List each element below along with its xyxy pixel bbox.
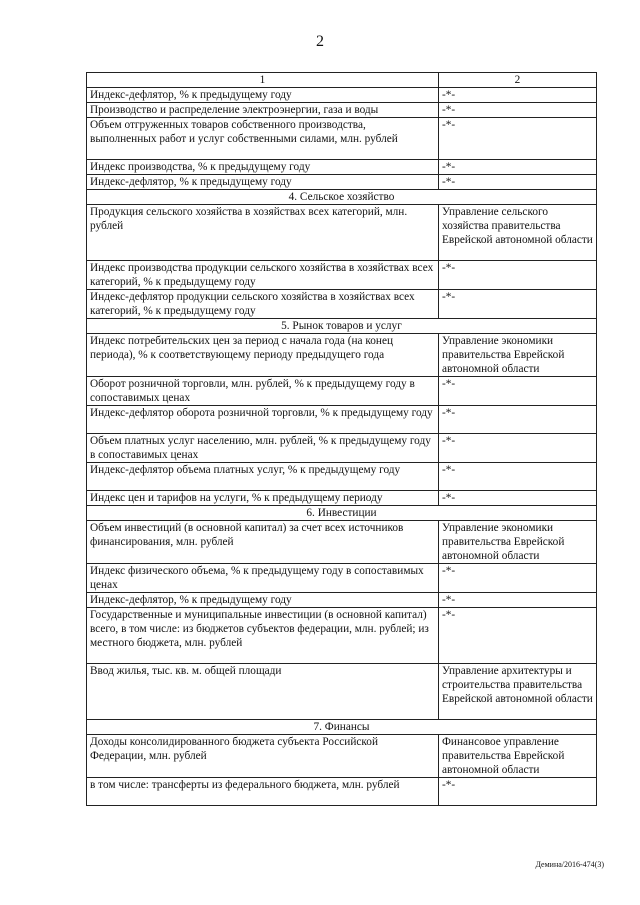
table-body xyxy=(87,88,597,806)
indicator-cell: Доходы консолидированного бюджета субъекта Российской Федерации, млн. рублей xyxy=(87,735,439,778)
responsible-cell: -*- xyxy=(439,261,597,290)
table-row xyxy=(87,491,597,506)
indicator-cell: Ввод жилья, тыс. кв. м. общей площади xyxy=(87,664,439,720)
table-row xyxy=(87,735,597,778)
table-header-row xyxy=(87,73,597,88)
table-row xyxy=(87,463,597,491)
responsible-cell: -*- xyxy=(439,377,597,406)
table-row xyxy=(87,434,597,463)
responsible-cell: -*- xyxy=(439,434,597,463)
table-row xyxy=(87,261,597,290)
table-row xyxy=(87,608,597,664)
table-row xyxy=(87,377,597,406)
indicators-table xyxy=(86,72,597,806)
responsible-cell: -*- xyxy=(439,175,597,190)
indicator-cell: Производство и распределение электроэнергии, газа и воды xyxy=(87,103,439,118)
table-row xyxy=(87,406,597,434)
indicator-cell: в том числе: трансферты из федерального бюджета, млн. рублей xyxy=(87,778,439,806)
indicator-cell: Индекс производства продукции сельского хозяйства в хозяйствах всех категорий, % к предыдущему году xyxy=(87,261,439,290)
indicator-cell: Индекс производства, % к предыдущему году xyxy=(87,160,439,175)
page-number: 2 xyxy=(316,33,324,50)
indicator-cell: Индекс-дефлятор, % к предыдущему году xyxy=(87,593,439,608)
indicator-cell: Государственные и муниципальные инвестиции (в основной капитал) всего, в том числе: из бюджетов субъектов федерации, млн. рублей; из местного бюджета, млн. рублей xyxy=(87,608,439,664)
table-row xyxy=(87,521,597,564)
indicator-cell: Индекс физического объема, % к предыдущему году в сопоставимых ценах xyxy=(87,564,439,593)
responsible-cell: -*- xyxy=(439,608,597,664)
responsible-cell: Управление сельского хозяйства правительства Еврейской автономной области xyxy=(439,205,597,261)
section-heading-row xyxy=(87,319,597,334)
responsible-cell: Управление архитектуры и строительства правительства Еврейской автономной области xyxy=(439,664,597,720)
indicator-cell: Индекс потребительских цен за период с начала года (на конец периода), % к соответствующему периоду предыдущего года xyxy=(87,334,439,377)
section-heading-row xyxy=(87,506,597,521)
table-row xyxy=(87,118,597,160)
column-2-header: 2 xyxy=(439,73,597,88)
indicator-cell: Индекс-дефлятор, % к предыдущему году xyxy=(87,88,439,103)
indicator-cell: Продукция сельского хозяйства в хозяйствах всех категорий, млн. рублей xyxy=(87,205,439,261)
document-reference: Демина/2016-474(3) xyxy=(535,860,604,869)
responsible-cell: -*- xyxy=(439,406,597,434)
indicator-cell: Оборот розничной торговли, млн. рублей, % к предыдущему году в сопоставимых ценах xyxy=(87,377,439,406)
responsible-cell: -*- xyxy=(439,88,597,103)
responsible-cell: -*- xyxy=(439,118,597,160)
indicator-cell: Объем отгруженных товаров собственного производства, выполненных работ и услуг собственными силами, млн. рублей xyxy=(87,118,439,160)
responsible-cell: Управление экономики правительства Еврейской автономной области xyxy=(439,334,597,377)
indicator-cell: Индекс цен и тарифов на услуги, % к предыдущему периоду xyxy=(87,491,439,506)
indicator-cell: Индекс-дефлятор оборота розничной торговли, % к предыдущему году xyxy=(87,406,439,434)
table-row xyxy=(87,205,597,261)
table-row xyxy=(87,778,597,806)
table-row xyxy=(87,160,597,175)
indicator-cell: Объем платных услуг населению, млн. рублей, % к предыдущему году в сопоставимых ценах xyxy=(87,434,439,463)
table-row xyxy=(87,334,597,377)
section-heading-row xyxy=(87,190,597,205)
table-row xyxy=(87,175,597,190)
responsible-cell: -*- xyxy=(439,103,597,118)
indicator-cell: Индекс-дефлятор, % к предыдущему году xyxy=(87,175,439,190)
section-title: 6. Инвестиции xyxy=(87,506,597,521)
table-row xyxy=(87,88,597,103)
section-title: 4. Сельское хозяйство xyxy=(87,190,597,205)
responsible-cell: -*- xyxy=(439,290,597,319)
responsible-cell: -*- xyxy=(439,778,597,806)
responsible-cell: -*- xyxy=(439,463,597,491)
indicator-cell: Индекс-дефлятор продукции сельского хозяйства в хозяйствах всех категорий, % к предыдущему году xyxy=(87,290,439,319)
table-row xyxy=(87,564,597,593)
responsible-cell: Финансовое управление правительства Еврейской автономной области xyxy=(439,735,597,778)
table-row xyxy=(87,290,597,319)
responsible-cell: -*- xyxy=(439,564,597,593)
section-title: 7. Финансы xyxy=(87,720,597,735)
section-heading-row xyxy=(87,720,597,735)
table-row xyxy=(87,593,597,608)
indicator-cell: Объем инвестиций (в основной капитал) за счет всех источников финансирования, млн. рублей xyxy=(87,521,439,564)
responsible-cell: Управление экономики правительства Еврейской автономной области xyxy=(439,521,597,564)
section-title: 5. Рынок товаров и услуг xyxy=(87,319,597,334)
responsible-cell: -*- xyxy=(439,593,597,608)
table-row xyxy=(87,103,597,118)
table-row xyxy=(87,664,597,720)
column-1-header: 1 xyxy=(87,73,439,88)
responsible-cell: -*- xyxy=(439,160,597,175)
responsible-cell: -*- xyxy=(439,491,597,506)
indicator-cell: Индекс-дефлятор объема платных услуг, % к предыдущему году xyxy=(87,463,439,491)
